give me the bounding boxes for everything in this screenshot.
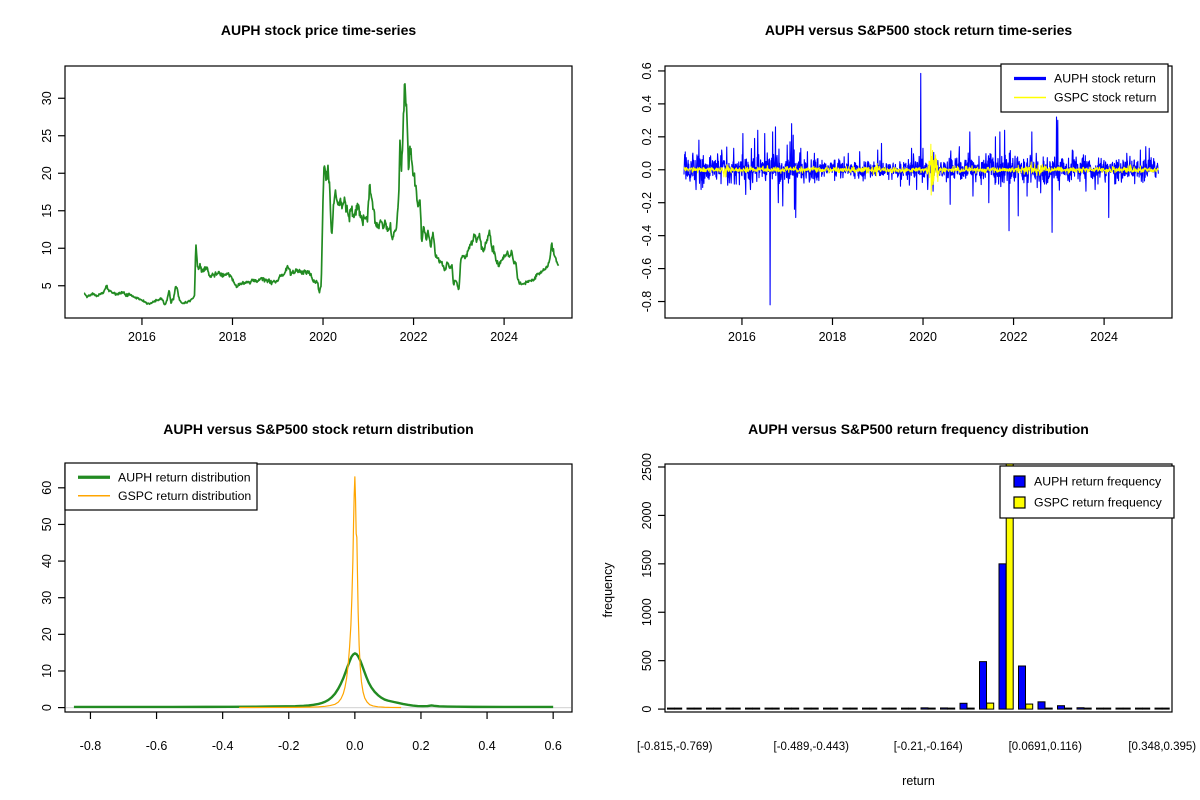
svg-text:-0.4: -0.4 (211, 739, 234, 753)
return-time-series-chart (600, 0, 1200, 400)
svg-text:0.4: 0.4 (478, 739, 496, 753)
svg-text:30: 30 (40, 91, 54, 106)
svg-text:2000: 2000 (640, 501, 654, 530)
svg-text:0.0: 0.0 (640, 161, 654, 179)
svg-text:-0.2: -0.2 (640, 191, 654, 214)
svg-text:2022: 2022 (999, 330, 1028, 344)
svg-text:10: 10 (40, 241, 54, 256)
svg-text:-0.2: -0.2 (277, 739, 300, 753)
svg-text:60: 60 (40, 480, 54, 495)
svg-text:-0.6: -0.6 (640, 257, 654, 280)
svg-text:500: 500 (640, 650, 654, 672)
svg-text:10: 10 (40, 664, 54, 678)
svg-text:20: 20 (40, 627, 54, 642)
svg-text:-0.6: -0.6 (145, 739, 168, 753)
svg-text:-0.8: -0.8 (79, 739, 102, 753)
panel-price-series (0, 0, 600, 400)
svg-text:0.6: 0.6 (544, 739, 562, 753)
svg-text:AUPH return distribution: AUPH return distribution (118, 470, 251, 485)
svg-text:AUPH stock return: AUPH stock return (1054, 71, 1156, 86)
svg-text:0: 0 (40, 704, 54, 712)
svg-text:2022: 2022 (399, 330, 428, 344)
svg-text:AUPH return frequency: AUPH return frequency (1034, 474, 1162, 489)
svg-text:[-0.489,-0.443): [-0.489,-0.443) (773, 741, 849, 753)
svg-text:20: 20 (40, 166, 54, 181)
svg-text:[0.0691,0.116): [0.0691,0.116) (1008, 741, 1082, 753)
svg-text:25: 25 (40, 128, 54, 143)
svg-text:-0.4: -0.4 (640, 224, 654, 247)
svg-text:1000: 1000 (640, 598, 654, 627)
panel-return-density (0, 400, 600, 800)
svg-text:0.2: 0.2 (640, 128, 654, 146)
price-chart (0, 0, 600, 400)
svg-text:2016: 2016 (128, 330, 156, 344)
svg-text:2020: 2020 (309, 330, 337, 344)
svg-text:40: 40 (40, 554, 54, 569)
svg-text:0.0: 0.0 (346, 739, 364, 753)
svg-text:[-0.21,-0.164): [-0.21,-0.164) (893, 741, 963, 753)
return-density-chart (0, 400, 600, 800)
svg-text:50: 50 (40, 517, 54, 532)
frequency-axis-label: frequency (601, 562, 615, 618)
svg-text:15: 15 (40, 203, 54, 218)
panel-return-series (600, 0, 1200, 400)
svg-text:2500: 2500 (640, 453, 654, 481)
svg-text:2018: 2018 (818, 330, 847, 344)
return-density-chart-title: AUPH versus S&P500 stock return distribution (163, 421, 474, 437)
return-frequency-chart (600, 400, 1200, 800)
svg-text:2024: 2024 (490, 330, 519, 344)
return-frequency-chart-title: AUPH versus S&P500 return frequency distribution (748, 421, 1089, 437)
svg-text:2018: 2018 (218, 330, 247, 344)
return-time-series-chart-title: AUPH versus S&P500 stock return time-series (764, 22, 1073, 38)
svg-text:0.2: 0.2 (412, 739, 430, 753)
svg-text:-0.8: -0.8 (640, 290, 654, 313)
svg-text:2016: 2016 (728, 330, 756, 344)
svg-text:GSPC return distribution: GSPC return distribution (118, 488, 252, 503)
price-chart-title: AUPH stock price time-series (220, 22, 417, 38)
svg-text:30: 30 (40, 590, 54, 605)
svg-text:1500: 1500 (640, 549, 654, 578)
svg-text:2020: 2020 (909, 330, 937, 344)
svg-text:0.6: 0.6 (640, 62, 654, 80)
svg-text:5: 5 (40, 282, 54, 290)
return-axis-label: return (902, 774, 935, 788)
svg-text:0: 0 (640, 705, 654, 713)
svg-text:2024: 2024 (1090, 330, 1119, 344)
svg-text:0.4: 0.4 (640, 95, 654, 113)
svg-text:[0.348,0.395): [0.348,0.395) (1128, 741, 1197, 753)
panel-return-frequency (600, 400, 1200, 800)
svg-text:GSPC stock return: GSPC stock return (1054, 90, 1157, 105)
svg-text:[-0.815,-0.769): [-0.815,-0.769) (637, 741, 713, 753)
svg-text:GSPC return frequency: GSPC return frequency (1034, 495, 1162, 510)
